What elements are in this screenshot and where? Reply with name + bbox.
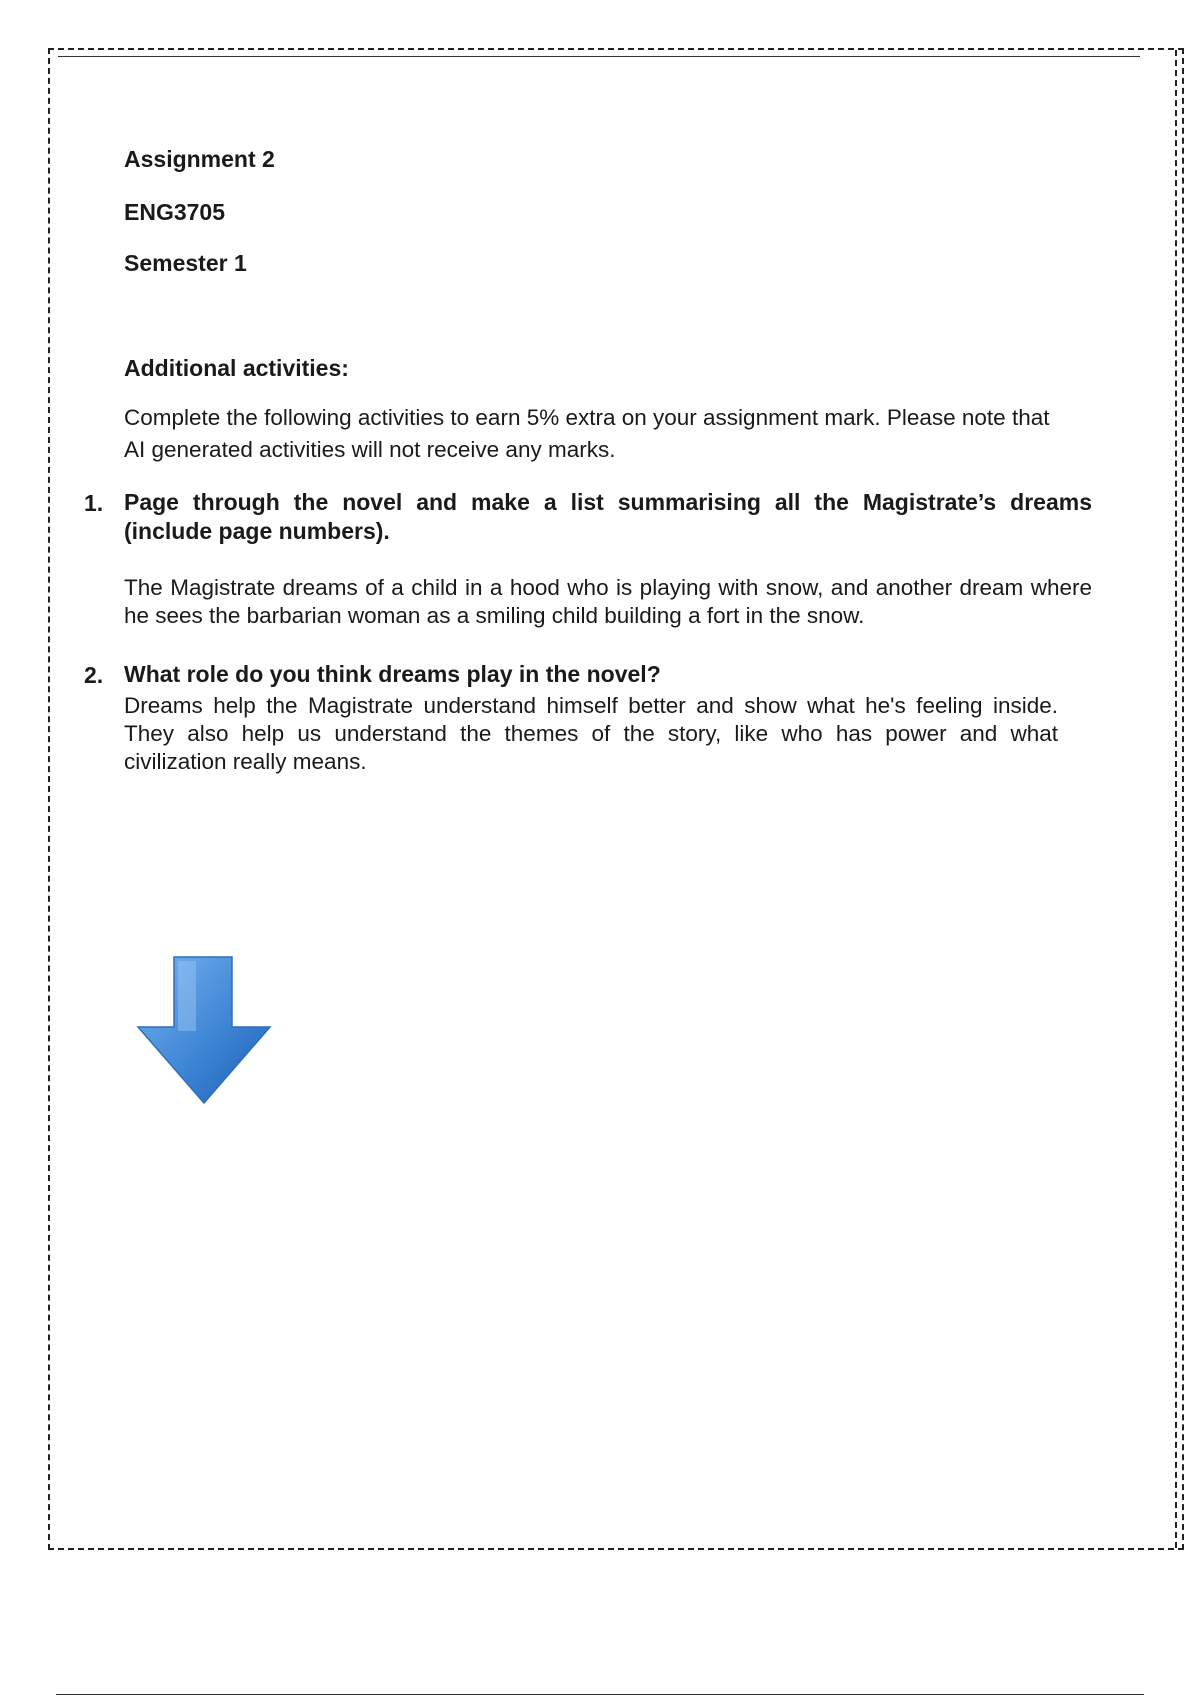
question-1-answer: The Magistrate dreams of a child in a hood who is playing with snow, and another dream where he sees the barbarian woman as a smiling child building a fort in the snow.	[124, 575, 1092, 628]
question-1-number: 1.	[84, 490, 104, 516]
assignment-title: Assignment 2	[124, 146, 275, 172]
right-dashed-rule	[1175, 50, 1177, 1548]
down-arrow-icon	[136, 955, 272, 1105]
question-1-text: Page through the novel and make a list summarising all the Magistrate’s dreams (include page numbers).	[124, 489, 1092, 544]
additional-activities-heading: Additional activities:	[124, 355, 349, 381]
course-code: ENG3705	[124, 199, 226, 225]
question-2-text: What role do you think dreams play in the novel?	[124, 661, 661, 687]
question-2-answer: Dreams help the Magistrate understand himself better and show what he's feeling inside. They also help us understand the themes of the story, like who has power and what civilization really means.	[124, 693, 1058, 774]
question-2-number: 2.	[84, 662, 104, 688]
intro-paragraph: Complete the following activities to earn 5% extra on your assignment mark. Please note that AI generated activities will not receive any marks.	[124, 405, 1050, 462]
semester-label: Semester 1	[124, 250, 247, 276]
top-rule	[58, 56, 1140, 57]
footer-rule	[56, 1694, 1144, 1695]
